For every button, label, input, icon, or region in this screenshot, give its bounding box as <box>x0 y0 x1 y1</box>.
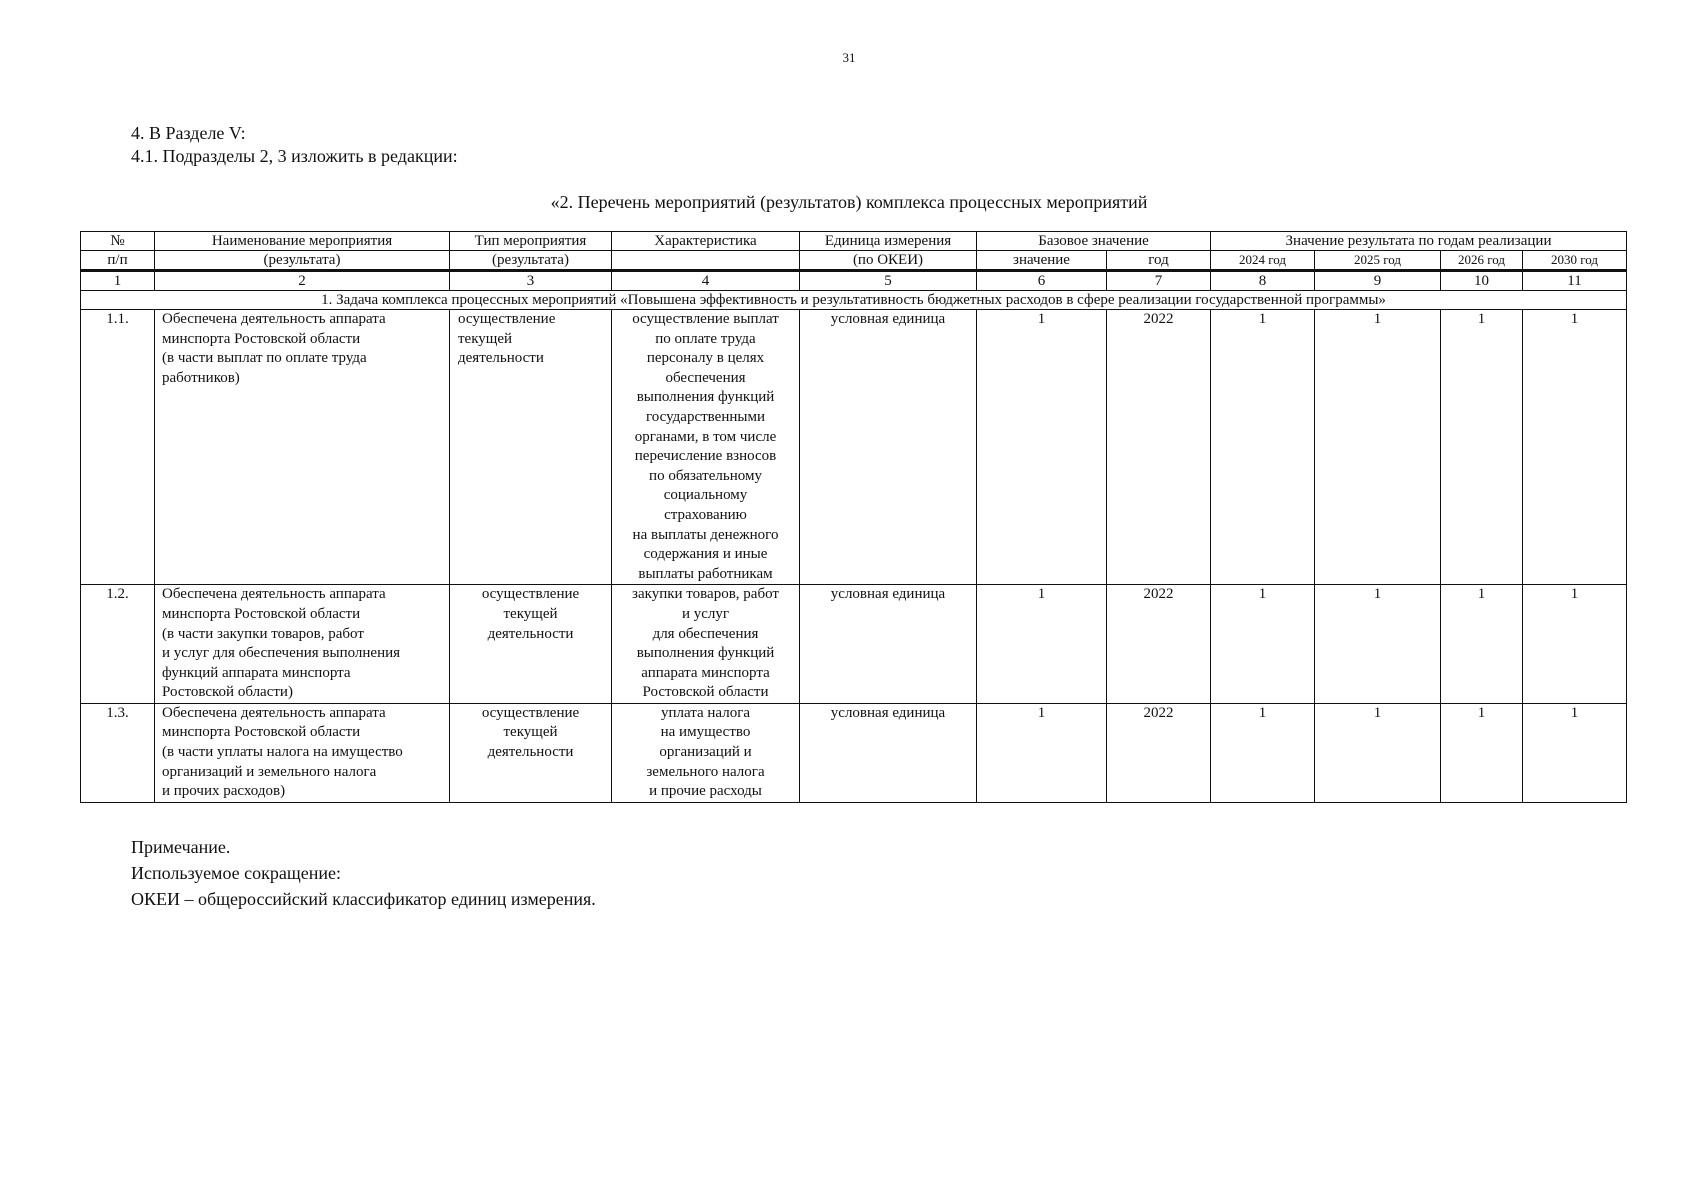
characteristic-line: по обязательному <box>649 467 762 484</box>
unit-cell: условная единица <box>800 585 977 704</box>
table-row <box>81 703 1627 802</box>
measure-name <box>155 310 450 585</box>
table-row <box>81 585 1627 704</box>
col-number: 8 <box>1211 271 1315 291</box>
measure-name-line: минспорта Ростовской области <box>162 605 361 622</box>
measure-name-line: (в части выплат по оплате труда <box>162 350 367 367</box>
measure-name-line: работников) <box>162 369 240 386</box>
page-number: 31 <box>842 50 856 65</box>
base-year-cell: 2022 <box>1107 703 1211 802</box>
col-number: 9 <box>1315 271 1441 291</box>
task-row <box>81 291 1627 310</box>
measures-table <box>80 231 1627 803</box>
value-2030-cell: 1 <box>1523 585 1627 704</box>
measure-name-line: и прочих расходов) <box>162 783 286 800</box>
characteristic-line: на имущество <box>660 724 751 741</box>
base-year-cell: 2022 <box>1107 585 1211 704</box>
characteristic-line: закупки товаров, работ <box>632 586 779 603</box>
unit-cell: условная единица <box>800 703 977 802</box>
header-year-2026: 2026 год <box>1441 251 1523 271</box>
measure-name-line: и услуг для обеспечения выполнения <box>162 645 401 662</box>
row-number: 1.2. <box>81 585 155 704</box>
characteristic-line: выполнения функций <box>636 645 775 662</box>
value-2030-cell: 1 <box>1523 703 1627 802</box>
measure-type <box>450 703 612 802</box>
task-title: 1. Задача комплекса процессных мероприятий «Повышена эффективность и результативность бюджетных расходов в сфере реализации государственной программы» <box>81 291 1627 310</box>
value-2025-cell: 1 <box>1315 703 1441 802</box>
base-value-cell: 1 <box>977 310 1107 585</box>
measure-name-line: (в части уплаты налога на имущество <box>162 744 403 761</box>
measure-type-line: деятельности <box>487 625 574 642</box>
value-2025-cell: 1 <box>1315 585 1441 704</box>
measure-name <box>155 585 450 704</box>
characteristic-line: органами, в том числе <box>634 428 777 445</box>
header-results: Значение результата по годам реализации <box>1211 232 1627 251</box>
notes <box>131 834 596 912</box>
characteristic-line: социальному <box>663 487 748 504</box>
measure-name-line: функций аппарата минспорта <box>162 664 351 681</box>
col-number: 6 <box>977 271 1107 291</box>
col-number: 4 <box>612 271 800 291</box>
table-row <box>81 310 1627 585</box>
value-2026-cell: 1 <box>1441 703 1523 802</box>
measure-type <box>450 585 612 704</box>
value-2024-cell: 1 <box>1211 585 1315 704</box>
measure-name-line: (в части закупки товаров, работ <box>162 625 364 642</box>
row-number: 1.3. <box>81 703 155 802</box>
characteristic-line: персоналу в целях <box>646 350 765 367</box>
col-number: 2 <box>155 271 450 291</box>
unit-cell: условная единица <box>800 310 977 585</box>
measure-name-line: Обеспечена деятельность аппарата <box>162 586 386 603</box>
value-2026-cell: 1 <box>1441 310 1523 585</box>
measure-name-line: Обеспечена деятельность аппарата <box>162 311 386 327</box>
header-name: Наименование мероприятия <box>155 232 450 251</box>
characteristic-line: организаций и <box>659 744 752 761</box>
measure-name-line: организаций и земельного налога <box>162 763 377 780</box>
header-unit-sub: (по ОКЕИ) <box>800 251 977 271</box>
characteristic-line: и услуг <box>681 605 730 622</box>
header-type-sub: (результата) <box>450 251 612 271</box>
header-unit: Единица измерения <box>800 232 977 251</box>
value-2025-cell: 1 <box>1315 310 1441 585</box>
measure-type-line: текущей <box>458 330 513 347</box>
characteristic-line: осуществление выплат <box>632 311 779 327</box>
measure-name-line: Обеспечена деятельность аппарата <box>162 704 386 721</box>
header-base-year: год <box>1107 251 1211 271</box>
measure-name-line: Ростовской области) <box>162 684 293 701</box>
measure-name-line: минспорта Ростовской области <box>162 330 361 347</box>
intro-line-1: 4. В Разделе V: <box>131 123 246 143</box>
header-base-value: значение <box>977 251 1107 271</box>
header-type: Тип мероприятия <box>450 232 612 251</box>
characteristic-line: земельного налога <box>646 763 765 780</box>
characteristic-line: выполнения функций <box>636 389 775 406</box>
characteristic-line: аппарата минспорта <box>641 664 770 681</box>
characteristic-line: Ростовской области <box>642 684 769 701</box>
base-value-cell: 1 <box>977 585 1107 704</box>
base-value-cell: 1 <box>977 703 1107 802</box>
header-name-sub: (результата) <box>155 251 450 271</box>
value-2030-cell: 1 <box>1523 310 1627 585</box>
measure-type-line: осуществление <box>481 586 580 603</box>
header-year-2024: 2024 год <box>1211 251 1315 271</box>
col-number: 10 <box>1441 271 1523 291</box>
measure-name <box>155 703 450 802</box>
characteristic-line: на выплаты денежного <box>632 526 779 543</box>
row-number: 1.1. <box>81 310 155 585</box>
header-row-1 <box>81 232 1627 251</box>
measure-type-line: текущей <box>503 724 558 741</box>
col-number: 7 <box>1107 271 1211 291</box>
measure-characteristic <box>612 703 800 802</box>
header-base: Базовое значение <box>977 232 1211 251</box>
value-2026-cell: 1 <box>1441 585 1523 704</box>
note-abbreviation-label: Используемое сокращение: <box>131 863 341 883</box>
value-2024-cell: 1 <box>1211 703 1315 802</box>
value-2024-cell: 1 <box>1211 310 1315 585</box>
intro-line-2: 4.1. Подразделы 2, 3 изложить в редакции: <box>131 146 458 166</box>
characteristic-line: для обеспечения <box>652 625 759 642</box>
measure-type-line: деятельности <box>458 350 544 367</box>
characteristic-line: перечисление взносов <box>634 448 777 465</box>
col-number: 1 <box>81 271 155 291</box>
measure-characteristic <box>612 585 800 704</box>
header-num: № <box>81 232 155 251</box>
table-title: «2. Перечень мероприятий (результатов) комплекса процессных мероприятий <box>550 192 1148 212</box>
characteristic-line: выплаты работникам <box>638 565 773 582</box>
measure-characteristic <box>612 310 800 585</box>
measure-type <box>450 310 612 585</box>
measure-type-line: текущей <box>503 605 558 622</box>
header-year-2030: 2030 год <box>1523 251 1627 271</box>
measure-type-line: деятельности <box>487 744 574 761</box>
header-characteristic: Характеристика <box>612 232 800 251</box>
characteristic-line: страхованию <box>664 506 747 523</box>
measure-type-line: осуществление <box>481 704 580 721</box>
column-numbers-row <box>81 271 1627 291</box>
characteristic-line: и прочие расходы <box>649 783 762 800</box>
col-number: 5 <box>800 271 977 291</box>
measure-name-line: минспорта Ростовской области <box>162 724 361 741</box>
characteristic-line: обеспечения <box>665 369 746 386</box>
note-abbreviation: ОКЕИ – общероссийский классификатор единиц измерения. <box>131 889 596 909</box>
characteristic-line: содержания и иные <box>643 546 768 563</box>
characteristic-line: уплата налога <box>660 704 751 721</box>
header-num-sub: п/п <box>81 251 155 271</box>
header-row-2 <box>81 251 1627 271</box>
intro-text <box>131 122 458 168</box>
header-year-2025: 2025 год <box>1315 251 1441 271</box>
header-characteristic-sub <box>612 251 800 271</box>
measure-type-line: осуществление <box>458 311 556 327</box>
note-heading: Примечание. <box>131 837 231 857</box>
characteristic-line: государственными <box>646 408 765 425</box>
col-number: 11 <box>1523 271 1627 291</box>
base-year-cell: 2022 <box>1107 310 1211 585</box>
characteristic-line: по оплате труда <box>655 330 756 347</box>
col-number: 3 <box>450 271 612 291</box>
